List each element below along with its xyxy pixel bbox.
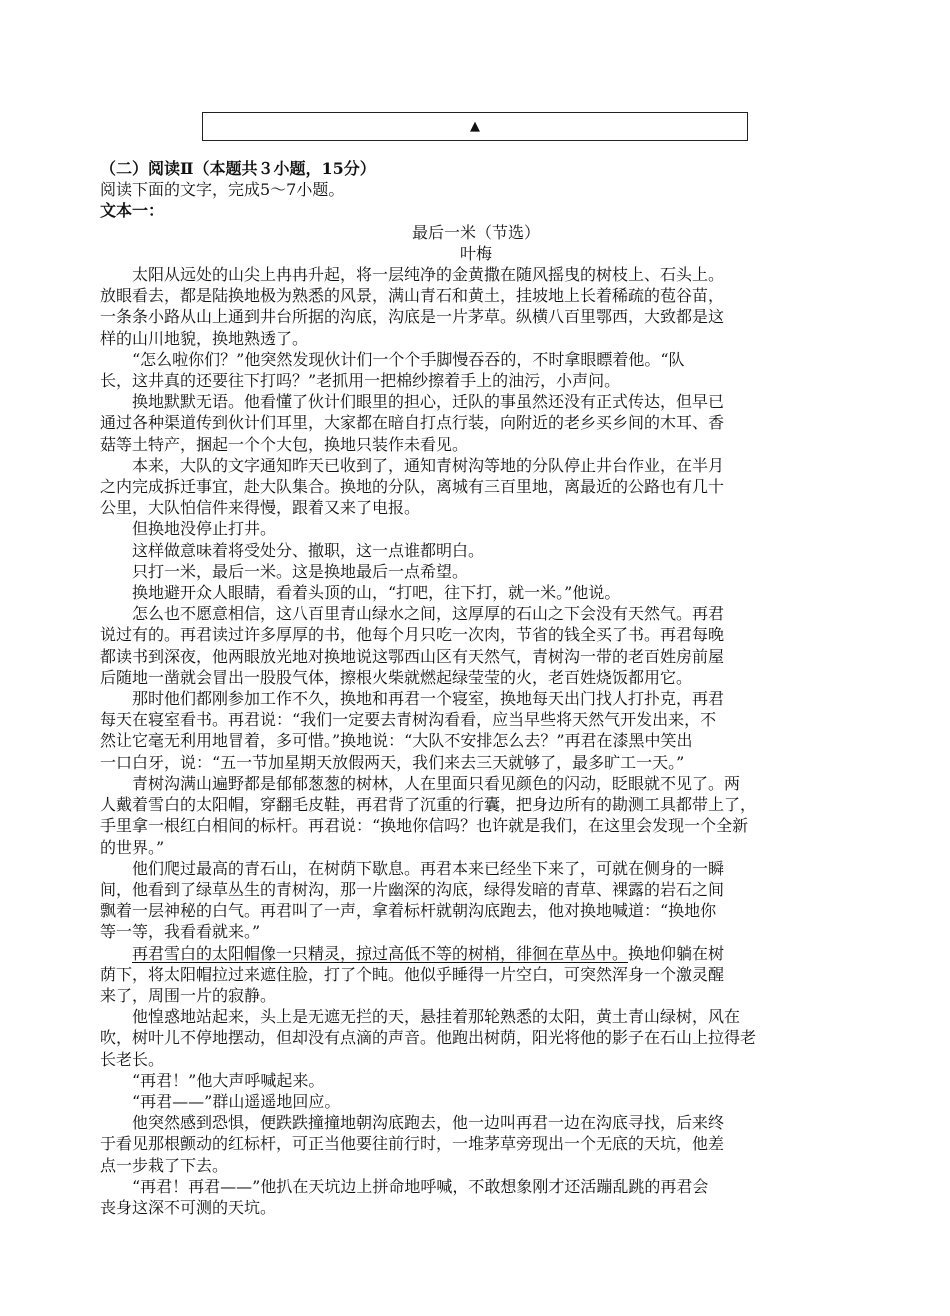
story-line: 于看见那根颤动的红标杆，可正当他要往前行时，一堆茅草旁现出一个无底的天坑，他差 [100, 1134, 725, 1154]
story-line [100, 943, 852, 964]
story-title: 最后一米（节选） [411, 222, 540, 242]
story-line: 他突然感到恐惧，便跌跌撞撞地朝沟底跑去，他一边叫再君一边在沟底寻找，后来终 [132, 1113, 725, 1133]
text-label: 文本一： [100, 201, 165, 221]
story-line: 长，这井真的还要往下打吗？”老抓用一把棉纱擦着手上的油污，小声问。 [100, 371, 621, 391]
section-header: （二）阅读Ⅱ（本题共３小题，15分） [100, 159, 376, 178]
story-line: 通过各种渠道传到伙计们耳里，大家都在暗自打点行装，向附近的老乡买乡间的木耳、香 [100, 413, 725, 433]
story-line: 只打一米，最后一米。这是换地最后一点希望。 [132, 561, 469, 581]
story-line: 换地默默无语。他看懂了伙计们眼里的担心，迁队的事虽然还没有正式传达，但早已 [132, 392, 725, 412]
instruction: 阅读下面的文字，完成5～7小题。 [100, 180, 345, 200]
story-line: 说过有的。再君读过许多厚厚的书，他每个月只吃一次肉，节省的钱全买了书。再君每晚 [100, 625, 725, 645]
story-line: 样的山川地貌，换地熟透了。 [100, 328, 309, 348]
story-line: 那时他们都刚参加工作不久，换地和再君一个寝室，换地每天出门找人打扑克，再君 [132, 689, 725, 709]
story-line: 手里拿一根红白相间的标杆。再君说：“换地你信吗？也许就是我们，在这里会发现一个全新 [100, 816, 749, 836]
story-line: 公里，大队怕信件来得慢，跟着又来了电报。 [100, 498, 421, 518]
story-line: 本来，大队的文字通知昨天已收到了，通知青树沟等地的分队停止井台作业，在半月 [132, 455, 725, 475]
story-line: 后随地一凿就会冒出一股股气体，擦根火柴就燃起绿莹莹的火，老百姓烧饭都用它。 [100, 667, 693, 687]
story-line: 飘着一层神秘的白气。再君叫了一声，拿着标杆就朝沟底跑去，他对换地喊道：“换地你 [100, 901, 717, 921]
underlined-sentence: 再君雪白的太阳帽像一只精灵，掠过高低不等的树梢，徘徊在草丛中。 [132, 943, 629, 963]
story-line: 他惶惑地站起来，头上是无遮无拦的天，悬挂着那轮熟悉的太阳，黄土青山绿树，风在 [132, 1007, 741, 1027]
story-line: “再君！”他大声呼喊起来。 [132, 1070, 325, 1090]
story-line: 点一步栽了下去。 [100, 1155, 229, 1175]
story-line: 他们爬过最高的青石山，在树荫下歇息。再君本来已经坐下来了，可就在侧身的一瞬 [132, 858, 725, 878]
line-continuation: 换地仰躺在树 [628, 943, 725, 963]
story-line: 一条条小路从山上通到井台所据的沟底，沟底是一片茅草。纵横八百里鄂西，大致都是这 [100, 307, 725, 327]
story-author: 叶梅 [459, 243, 492, 263]
story-line: “怎么啦你们？”他突然发现伙计们一个个手脚慢吞吞的，不时拿眼瞟着他。“队 [132, 349, 685, 369]
story-line: 丧身这深不可测的天坑。 [100, 1197, 277, 1217]
story-line: 太阳从远处的山尖上冉冉升起，将一层纯净的金黄撒在随风摇曳的树枝上、石头上。 [132, 265, 725, 285]
story-line: 菇等土特产，捆起一个个大包，换地只装作未看见。 [100, 434, 469, 454]
story-line: 都读书到深夜，他两眼放光地对换地说这鄂西山区有天然气，青树沟一带的老百姓房前屋 [100, 646, 725, 666]
story-line: 人戴着雪白的太阳帽，穿翻毛皮鞋，再君背了沉重的行囊，把身边所有的勘测工具都带上了， [100, 795, 757, 815]
story-line: 一口白牙，说：“五一节加星期天放假两天，我们来去三天就够了，最多旷工一天。” [100, 752, 685, 772]
story-line: 换地避开众人眼睛，看着头顶的山，“打吧，往下打，就一米。”他说。 [132, 583, 621, 603]
story-line: 青树沟满山遍野都是郁郁葱葱的树林，人在里面只看见颜色的闪动，眨眼就不见了。两 [132, 773, 741, 793]
story-line: 放眼看去，都是陆换地极为熟悉的风景，满山青石和黄土，挂坡地上长着稀疏的苞谷苗， [100, 286, 725, 306]
story-line: 这样做意味着将受处分、撤职，这一点谁都明白。 [132, 540, 485, 560]
answer-box [202, 112, 748, 141]
triangle-marker-icon: ▲ [470, 119, 480, 134]
reading-section [100, 158, 852, 1218]
story-line: “再君——”群山遥遥地回应。 [132, 1091, 341, 1111]
story-line: 间，他看到了绿草丛生的青树沟，那一片幽深的沟底，绿得发暗的青草、裸露的岩石之间 [100, 879, 725, 899]
story-line: 之内完成拆迁事宜，赴大队集合。换地的分队，离城有三百里地，离最近的公路也有几十 [100, 477, 725, 497]
story-line: 长老长。 [100, 1049, 165, 1069]
story-line: 每天在寝室看书。再君说：“我们一定要去青树沟看看，应当早些将天然气开发出来，不 [100, 710, 717, 730]
story-line: 荫下，将太阳帽拉过来遮住脸，打了个盹。他似乎睡得一片空白，可突然浑身一个激灵醒 [100, 964, 725, 984]
story-line: 然让它毫无利用地冒着，多可惜。”换地说：“大队不安排怎么去？”再君在漆黑中笑出 [100, 731, 693, 751]
story-line: 但换地没停止打井。 [132, 519, 277, 539]
story-line: 怎么也不愿意相信，这八百里青山绿水之间，这厚厚的石山之下会没有天然气。再君 [132, 604, 725, 624]
story-line: 的世界。” [100, 837, 165, 857]
story-line: 吹，树叶儿不停地摆动，但却没有点滴的声音。他跑出树荫，阳光将他的影子在石山上拉得老 [100, 1028, 757, 1048]
story-body [100, 264, 852, 1218]
story-line: “再君！再君——”他扒在天坑边上拼命地呼喊，不敢想象刚才还活蹦乱跳的再君会 [132, 1176, 709, 1196]
story-line: 等一等，我看看就来。” [100, 922, 261, 942]
story-line: 来了，周围一片的寂静。 [100, 985, 277, 1005]
